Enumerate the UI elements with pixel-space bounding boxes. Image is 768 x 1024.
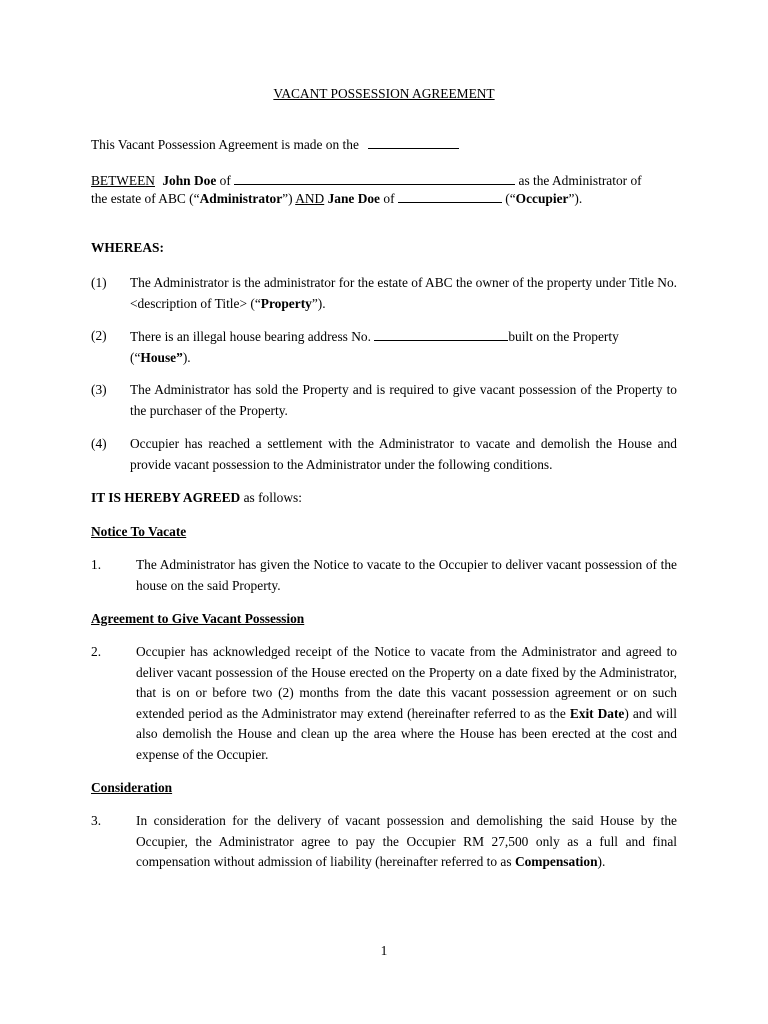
estate-text: the estate of ABC (“: [91, 191, 200, 206]
house-definition: House”: [140, 349, 183, 365]
agreed-heading: IT IS HEREBY AGREED: [91, 490, 241, 505]
agreed-line: [91, 488, 677, 509]
open-quote: (“: [505, 191, 516, 206]
page-number: 1: [380, 943, 388, 958]
of-label: of: [383, 191, 395, 206]
recital-1: [130, 273, 677, 314]
section-heading: Notice To Vacate: [91, 524, 187, 539]
clause-text: ).: [597, 854, 606, 869]
date-blank: [368, 134, 459, 149]
and-label: AND: [295, 191, 325, 206]
clause-number: 3.: [91, 813, 102, 828]
clause-text: In consideration for the delivery of vacant possession and demolishing the said House by the Occupier, the Administrator agree to pay the Occupier RM 27,500 only as a full and final compensation without admission of liability (hereinafter referred to as: [136, 813, 677, 869]
property-definition: Property: [260, 295, 312, 311]
intro-text: This Vacant Possession Agreement is made on the: [91, 137, 359, 152]
recital-2: [130, 326, 677, 368]
recital-text: built on the Property (“: [130, 329, 619, 365]
clause-number: 2.: [91, 644, 102, 659]
close-quote: ”): [282, 191, 293, 206]
recital-text: There is an illegal house bearing address No.: [130, 329, 371, 344]
clause-1: The Administrator has given the Notice to vacate to the Occupier to deliver vacant possession of the house on the said Property.: [136, 557, 677, 593]
whereas-heading: WHEREAS:: [91, 240, 164, 255]
of-label: of: [219, 173, 231, 188]
house-address-blank: [374, 326, 508, 341]
clause-2: [136, 642, 677, 765]
occupier-address-blank: [398, 188, 502, 203]
as-administrator-text: as the Administrator of: [518, 173, 642, 188]
section-heading: Agreement to Give Vacant Possession: [91, 611, 305, 626]
recital-number: (3): [91, 382, 107, 397]
administrator-definition: Administrator: [199, 191, 283, 206]
section-heading: Consideration: [91, 780, 173, 795]
close-quote: ”).: [568, 191, 583, 206]
intro-paragraph: [91, 134, 677, 156]
clause-text: Occupier has acknowledged receipt of the Notice to vacate from the Administrator and agreed to deliver vacant possession of the House erected on the Property on a date fixed by the Administrator, that is on or before two (2) months from the date this vacant possession agreement or on such extended period as the Administrator may extend (hereinafter referred to as the: [136, 644, 677, 721]
document-title: VACANT POSSESSION AGREEMENT: [273, 86, 495, 101]
parties-line-2: [91, 188, 677, 210]
recital-text: The Administrator is the administrator for the estate of ABC the owner of the property under Title No. <description of Title> (“: [130, 275, 677, 311]
recital-4: Occupier has reached a settlement with the Administrator to vacate and demolish the House and provide vacant possession to the Administrator under the following conditions.: [130, 436, 677, 472]
recital-number: (4): [91, 436, 107, 451]
administrator-name: John Doe: [162, 173, 217, 188]
recital-text: ).: [182, 349, 191, 365]
agreed-text: as follows:: [243, 490, 302, 505]
clause-text: ) and will also demolish the House and clean up the area where the House has been erected at the cost and expense of the Occupier.: [136, 705, 677, 762]
recital-number: (2): [91, 328, 107, 343]
occupier-name: Jane Doe: [327, 191, 381, 206]
occupier-definition: Occupier: [515, 191, 569, 206]
recital-text: ”).: [311, 295, 326, 311]
clause-number: 1.: [91, 557, 102, 572]
recital-number: (1): [91, 275, 107, 290]
recital-3: The Administrator has sold the Property and is required to give vacant possession of the Property to the purchaser of the Property.: [130, 382, 677, 418]
between-label: BETWEEN: [91, 173, 155, 188]
compensation-definition: Compensation: [514, 854, 598, 869]
exit-date-definition: Exit Date: [569, 705, 625, 721]
administrator-address-blank: [234, 170, 515, 185]
clause-3: [136, 811, 677, 873]
